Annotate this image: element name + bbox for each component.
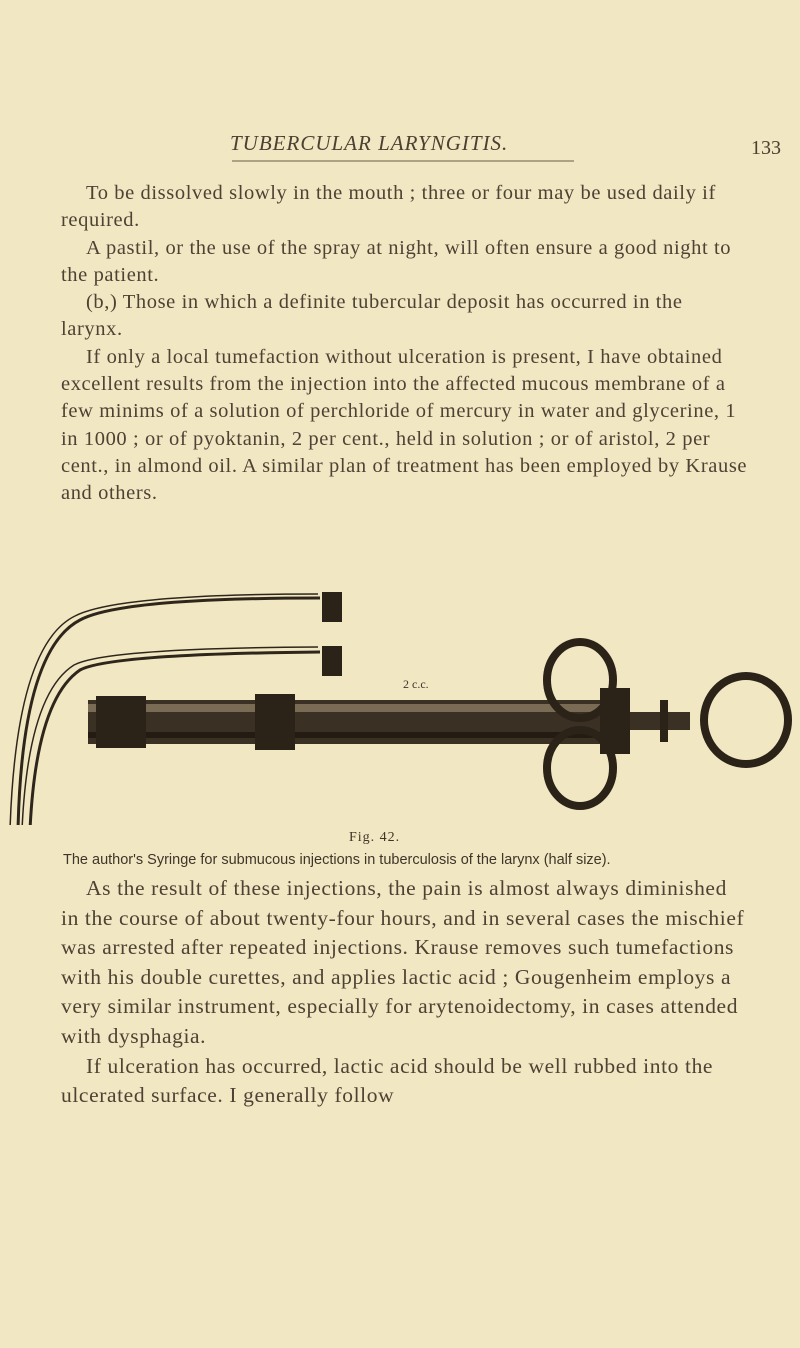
paragraph: As the result of these injections, the pain is almost always diminished in the course of about twenty-four hours, and in several cases the mischief was arrested after repeated injections. Krause removes such tumefactions with his double curettes, and applies lactic acid ; Gougenheim employs a very similar instrument, especially for arytenoidectomy, in cases attended with dysphagia.	[61, 876, 745, 1048]
running-head-rule	[0, 131, 800, 165]
paragraph: To be dissolved slowly in the mouth ; three or four may be used daily if required.	[61, 182, 716, 232]
paragraph: If only a local tumefaction without ulceration is present, I have obtained excellent results from the injection into the affected mucous membrane of a few minims of a solution of perchloride of mercury in water and glycerine, 1 in 1000 ; or of pyoktanin, 2 per cent., held in solution ; or of aristol, 2 per cent., in almond oil. A similar plan of treatment has been employed by Krause and others.	[61, 345, 748, 505]
running-head: TUBERCULAR LARYNGITIS.	[230, 131, 509, 155]
paragraph: If ulceration has occurred, lactic acid should be well rubbed into the ulcerated surface. I generally follow	[61, 1053, 714, 1108]
paragraph: A pastil, or the use of the spray at night, will often ensure a good night to the patient.	[61, 236, 732, 286]
page-header	[0, 131, 800, 165]
syringe-illustration	[0, 590, 800, 825]
figure-label: Fig. 42.	[349, 830, 401, 845]
scale-mark: 2 c.c.	[403, 677, 429, 691]
figure-caption: The author's Syringe for submucous injections in tuberculosis of the larynx (half size).	[63, 852, 611, 868]
body-text-bottom	[61, 874, 749, 1111]
paragraph: (b,) Those in which a definite tubercular deposit has occurred in the larynx.	[61, 291, 683, 341]
figure-syringe	[0, 590, 800, 868]
page-number: 133	[751, 137, 781, 159]
body-text-top	[61, 180, 749, 508]
